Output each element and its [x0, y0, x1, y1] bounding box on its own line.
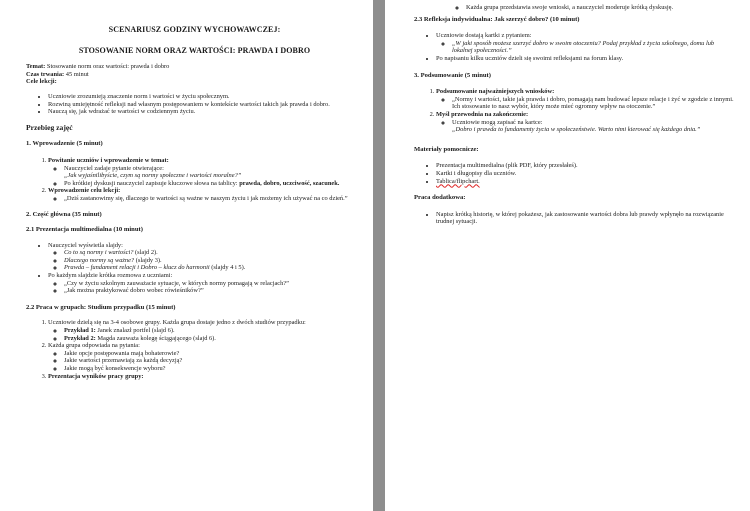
- homework-list: [414, 211, 736, 226]
- goal-item: • Nauczą się, jak wdrażać te wartości w codziennym życiu.: [48, 108, 363, 116]
- list-item: 2. Myśl przewodnia na zakończenie: ◦ Uczniowie mogą zapisać na kartce: „Dobro i prawda to fundamenty życia w społeczeństwie. Warto nimi kierować się każdego dnia.”: [436, 111, 736, 134]
- list-item: • Tablica/flipchart.: [436, 178, 736, 186]
- goals-list: [26, 93, 363, 116]
- sub-item: ◦ Prawda – fundament relacji i Dobro – klucz do harmonii (slajdy 4 i 5).: [64, 264, 363, 272]
- section-3-list: [414, 88, 736, 134]
- sub-item: ◦ Dlaczego normy są ważne? (slajdy 3).: [64, 257, 363, 265]
- sub-item: ◦ Co to są normy i wartości? (slajd 2).: [64, 249, 363, 257]
- sub-item: ◦ Jakie mogą być konsekwencje wyboru?: [64, 365, 363, 373]
- list-item: 1. Powitanie uczniów i wprowadzenie w temat: ◦ Nauczyciel zadaje pytanie otwierające: „Jak wyjaśnilibyście, czym są normy społeczne i wartości moralne?” ◦ Po krótkiej dyskusji nauczyciel zapisuje kluczowe słowa na tablicy: prawda, dobro, uczciwość, szacunek.: [48, 157, 363, 187]
- sub-item: ◦ „Jak można praktykować dobro wobec rówieśników?”: [64, 287, 363, 295]
- sub-item: ◦ Jakie wartości przemawiają za każdą decyzją?: [64, 357, 363, 365]
- continued-list: [414, 4, 736, 12]
- sub-item: ◦ Przykład 2: Magda zauważa kolegę ściągającego (slajd 6).: [64, 335, 363, 343]
- sub-item: ◦ „Normy i wartości, takie jak prawda i dobro, pomagają nam budować lepsze relacje i żyć w zgodzie z innymi. Ich stosowanie to nasz wybór, który może mieć ogromny wpływ na otoczenie.”: [452, 96, 736, 111]
- goal-item: • Rozwiną umiejętność refleksji nad własnym postępowaniem w kontekście wartości takich jak prawda i dobro.: [48, 101, 363, 109]
- sub-item: ◦ Uczniowie mogą zapisać na kartce: „Dobro i prawda to fundamenty życia w społeczeństwie. Warto nimi kierować się każdego dnia.”: [452, 119, 736, 134]
- materials-heading: Materiały pomocnicze:: [414, 145, 479, 153]
- document-subtitle: STOSOWANIE NORM ORAZ WARTOŚCI: PRAWDA I DOBRO: [78, 45, 311, 55]
- sub-item: ◦ Przykład 1: Janek znalazł portfel (slajd 6).: [64, 327, 363, 335]
- list-item: • Prezentacja multimedialna (plik PDF, który przesłałeś).: [436, 162, 736, 170]
- section-2-2-list: [26, 319, 363, 380]
- list-item: • Uczniowie dostają kartki z pytaniem: ◦ „W jaki sposób możesz szerzyć dobro w swoim otoczeniu? Podaj przykład z życia szkolnego, domu lub lokalnej społeczności.”: [436, 32, 736, 55]
- topic-line: Temat: Stosowanie norm oraz wartości: prawda i dobro: [26, 63, 170, 71]
- list-item: • Po napisaniu kilku uczniów dzieli się swoimi refleksjami na forum klasy.: [436, 55, 736, 63]
- list-item: 1. Podsumowanie najważniejszych wniosków: ◦ „Normy i wartości, takie jak prawda i dobro, pomagają nam budować lepsze relacje i żyć w zgodzie z innymi. Ich stosowanie to nasz wybór, który może mieć ogromny wpływ na otoczenie.”: [436, 88, 736, 111]
- list-item: • Nauczyciel wyświetla slajdy: ◦ Co to są normy i wartości? (slajd 2). ◦ Dlaczego normy są ważne? (slajdy 3). ◦ Prawda – fundament relacji i Dobro – klucz do harmonii (slajdy 4 i 5).: [48, 242, 363, 272]
- lesson-flow-heading: Przebieg zajęć: [26, 122, 73, 132]
- sub-item: ◦ „Czy w życiu szkolnym zauważacie sytuacje, w których normy pomagają w relacjach?”: [64, 280, 363, 288]
- section-2-2-heading: 2.2 Praca w grupach: Studium przypadku (15 minut): [26, 303, 176, 311]
- section-2-heading: 2. Część główna (35 minut): [26, 210, 102, 218]
- section-2-1-list: [26, 242, 363, 295]
- sub-item: ◦ „W jaki sposób możesz szerzyć dobro w swoim otoczeniu? Podaj przykład z życia szkolnego, domu lub lokalnej społeczności.”: [452, 40, 736, 55]
- section-2-3-heading: 2.3 Refleksja indywidualna: Jak szerzyć dobro? (10 minut): [414, 15, 580, 23]
- sub-item: ◦ Jakie opcje postępowania mają bohaterowie?: [64, 350, 363, 358]
- homework-heading: Praca dodatkowa:: [414, 194, 466, 202]
- document-page-left: [0, 0, 373, 511]
- list-item: 2. Każda grupa odpowiada na pytania: ◦ Jakie opcje postępowania mają bohaterowie? ◦ Jakie wartości przemawiają za każdą decyzją? ◦ Jakie mogą być konsekwencje wyboru?: [48, 342, 363, 372]
- section-1-heading: 1. Wprowadzenie (5 minut): [26, 140, 103, 148]
- section-1-list: [26, 157, 363, 203]
- sub-item: ◦ Nauczyciel zadaje pytanie otwierające: „Jak wyjaśnilibyście, czym są normy społeczne i wartości moralne?”: [64, 165, 363, 180]
- goals-label: Cele lekcji:: [26, 78, 57, 86]
- page-divider: [373, 0, 385, 511]
- section-2-3-list: [414, 32, 736, 62]
- sub-item: ◦ Każda grupa przedstawia swoje wnioski, a nauczyciel moderuje krótką dyskusję.: [466, 4, 736, 12]
- duration-line: Czas trwania: 45 minut: [26, 70, 89, 78]
- list-item: 1. Uczniowie dzielą się na 3-4 osobowe grupy. Każda grupa dostaje jedno z dwóch studiów przypadku: ◦ Przykład 1: Janek znalazł portfel (slajd 6). ◦ Przykład 2: Magda zauważa kolegę ściągającego (slajd 6).: [48, 319, 363, 342]
- sub-item: ◦ Po krótkiej dyskusji nauczyciel zapisuje kluczowe słowa na tablicy: prawda, dobro, uczciwość, szacunek.: [64, 180, 363, 188]
- section-2-1-heading: 2.1 Prezentacja multimedialna (10 minut): [26, 226, 143, 234]
- section-3-heading: 3. Podsumowanie (5 minut): [414, 71, 491, 79]
- list-item: 2. Wprowadzenie celu lekcji: ◦ „Dziś zastanowimy się, dlaczego te wartości są ważne w naszym życiu i jak możemy ich używać na co dzień.”: [48, 187, 363, 202]
- sub-item: ◦ „Dziś zastanowimy się, dlaczego te wartości są ważne w naszym życiu i jak możemy ich używać na co dzień.”: [64, 195, 363, 203]
- list-item: • Kartki i długopisy dla uczniów.: [436, 170, 736, 178]
- goal-item: • Uczniowie zrozumieją znaczenie norm i wartości w życiu społecznym.: [48, 93, 363, 101]
- list-item: 3. Prezentacja wyników pracy grupy:: [48, 373, 363, 381]
- list-item: • Napisz krótką historię, w której pokażesz, jak zastosowanie wartości dobra lub prawdy wpłynęło na rozwiązanie trudnej sytuacji.: [436, 211, 736, 226]
- document-page-right: [385, 0, 750, 511]
- materials-list: [414, 162, 736, 185]
- document-title: SCENARIUSZ GODZINY WYCHOWAWCZEJ:: [108, 25, 281, 34]
- list-item: • Po każdym slajdzie krótka rozmowa z uczniami: ◦ „Czy w życiu szkolnym zauważacie sytuacje, w których normy pomagają w relacjach?” ◦ „Jak można praktykować dobro wobec rówieśników?”: [48, 272, 363, 295]
